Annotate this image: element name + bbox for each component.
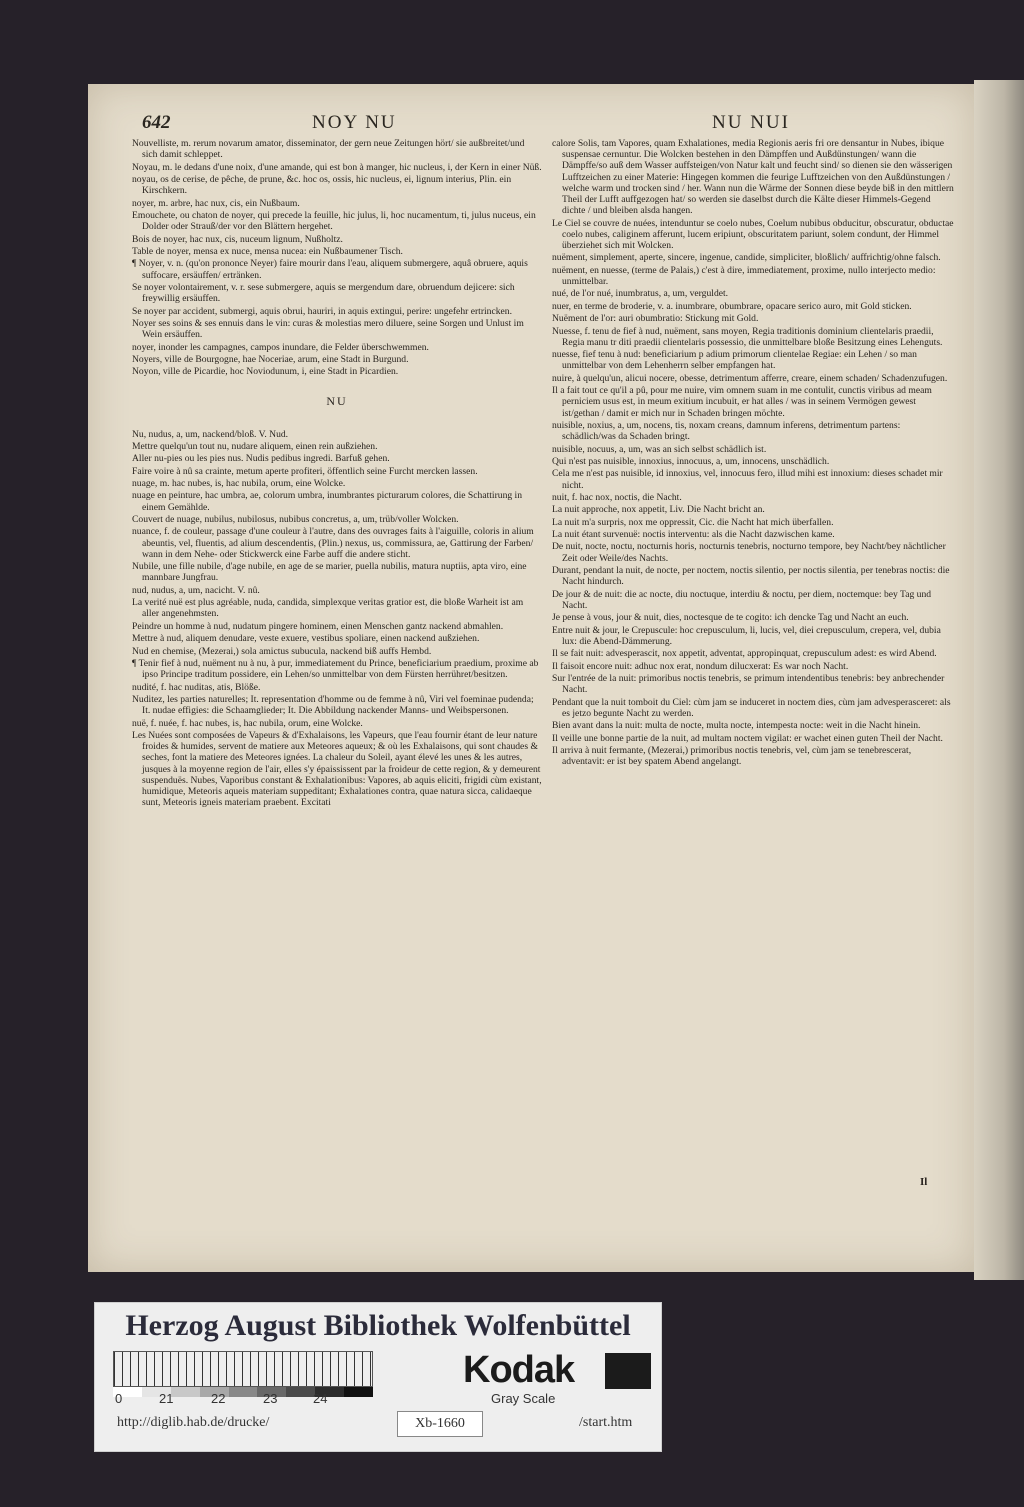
dictionary-entry: nuë, f. nuée, f. hac nubes, is, hac nubila, orum, eine Wolcke. — [132, 717, 363, 729]
dictionary-entry: nuesse, fief tenu à nud: beneficiarium p adium primorum clientelae Regiae: ein Lehen / so man unmittelbar von dem Lehenherrn selber empfangen hat. — [552, 349, 917, 372]
dictionary-entry: Je pense à vous, jour & nuit, dies, noctesque de te cogito: ich dencke Tag und Nacht an euch. — [552, 612, 909, 624]
dictionary-entry: Nuëment de l'or: auri obumbratio: Stickung mit Gold. — [552, 313, 759, 325]
dictionary-entry: Entre nuit & jour, le Crepuscule: hoc crepusculum, li, lucis, vel, diei crepusculum, crepera, vel, dubia lux: die Abend-Dämmerung. — [552, 624, 941, 647]
dictionary-entry: nuit, f. hac nox, noctis, die Nacht. — [552, 491, 682, 503]
dictionary-entry: Aller nu-pies ou les pies nus. Nudis pedibus ingredi. Barfuß gehen. — [132, 453, 390, 465]
gray-step — [229, 1387, 258, 1397]
dictionary-entry: Sur l'entrée de la nuit: primoribus noctis tenebris, se primum intendentibus tenebris: bey anbrechender Nacht. — [552, 673, 945, 696]
dictionary-entry: ¶ Noyer, v. n. (qu'on prononce Neyer) faire mourir dans l'eau, aliquem submergere, aquâ obruere, aquis suffocare, ersäuffen/ ertränken. — [132, 258, 528, 281]
dictionary-entry: Nuesse, f. tenu de fief à nud, nuëment, sans moyen, Regia traditionis dominium clientelaris praedii, Regia manu tr diti praedii clientelaris possessio, die unmittelbare bloße Besitzung eines Lehenguts. — [552, 325, 943, 348]
start-path: /start.htm — [579, 1415, 633, 1430]
page-number: 642 — [142, 112, 171, 133]
dictionary-entry: Se noyer par accident, submergi, aquis obrui, hauriri, in aquis extingui, perire: ungefehr ertrincken. — [132, 305, 512, 317]
scale-number: 23 — [263, 1391, 278, 1406]
library-card — [94, 1302, 662, 1452]
library-title: Herzog August Bibliothek Wolfenbüttel — [125, 1309, 631, 1342]
dictionary-entry: Les Nuées sont composées de Vapeurs & d'Exhalaisons, les Vapeurs, que l'eau fournir étant de leur nature froides & humides, servent de matiere aux Meteores aqueux; & où les Exhalaisons, qui sont chaudes & seches, font la matiere des Meteores ignées. La chaleur du Soleil, ayant élevé les unes & les autres, jusques à la moyenne region de l'air, elles s'y épaississent par la froideur de cette region, & y demeurent suspenduës. Nubes, Vaporibus constant & Exhalationibus: Vapores, ab aquis eliciti, frigidi cùm existant, humidique, Meteoris aqueis materiam suppeditant; Exhalationes contra, quae natura sicca, calidaeque sunt, Meteoris igneis materiam praebent. Excitati — [132, 729, 542, 809]
shelfmark: Xb-1660 — [397, 1411, 483, 1437]
gray-scale-steps — [113, 1387, 373, 1397]
dictionary-entry: Mettre à nud, aliquem denudare, veste exuere, vestibus spoliare, einen nackend außziehen. — [132, 633, 480, 645]
scale-number: 0 — [115, 1391, 123, 1406]
dictionary-entry: Il se fait nuit: advesperascit, nox appetit, adventat, appropinquat, crepusculum adest: es wird Abend. — [552, 648, 937, 660]
right-column — [552, 138, 954, 769]
gray-scale-label: Gray Scale — [491, 1391, 556, 1406]
kodak-logo: Kodak — [463, 1349, 575, 1391]
dictionary-entry: Il faisoit encore nuit: adhuc nox erat, nondum dilucxerat: Es war noch Nacht. — [552, 660, 849, 672]
dictionary-entry: Mettre quelqu'un tout nu, nudare aliquem, einen rein außziehen. — [132, 440, 378, 452]
scale-ruler — [113, 1351, 373, 1387]
dictionary-entry: Il veille une bonne partie de la nuit, ad multam noctem vigilat: er wachet einen guten Theil der Nacht. — [552, 732, 943, 744]
dictionary-entry: De nuit, nocte, noctu, nocturnis horis, nocturnis tenebris, nocturno tempore, bey Nacht/bey nächtlicher Zeit oder Weile/des Nachts. — [552, 541, 946, 564]
dictionary-entry: La verité nuë est plus agréable, nuda, candida, simplexque veritas gratior est, die bloße Warheit ist am aller angenehmsten. — [132, 597, 524, 620]
dictionary-entry: Peindre un homme à nud, nudatum pingere hominem, einen Menschen gantz nackend abmahlen. — [132, 620, 504, 632]
running-head-left: NOY NU — [312, 112, 397, 133]
dictionary-entry: Noyer ses soins & ses ennuis dans le vin: curas & molestias mero diluere, seine Sorgen und Unlust im Wein ersäuffen. — [132, 317, 524, 341]
dictionary-entry: nuage, m. hac nubes, is, hac nubila, orum, eine Wolcke. — [132, 478, 346, 490]
dictionary-entry: Le Ciel se couvre de nuées, intenduntur se coelo nubes, Coelum nubibus obducitur, obscuratur, obductae coelo nubes, caliginem afferunt, lucem eripiunt, obscuritatem pariunt, solem condunt, der Himmel überziehet sich mit Wolcken. — [552, 217, 954, 252]
dictionary-entry: Nouvelliste, m. rerum novarum amator, disseminator, der gern neue Zeitungen hört/ sie außbreitet/und sich damit schleppet. — [132, 138, 525, 161]
dictionary-entry: Durant, pendant la nuit, de nocte, per noctem, noctis silentio, per noctis silentia, per tenebras noctis: die Nacht hindurch. — [552, 565, 950, 588]
dictionary-entry: nuëment, simplement, aperte, sincere, ingenue, candide, simpliciter, bloßlich/ auffrichtig/ohne falsch. — [552, 252, 941, 264]
dictionary-entry: Noyon, ville de Picardie, hoc Noviodunum, i, eine Stadt in Picardien. — [132, 366, 399, 378]
dictionary-entry: Nuditez, les parties naturelles; It. representation d'homme ou de femme à nû, Viri vel foeminae pudenda; It. nudae effigies: die Schaamglieder; It. Die Abbildung nackender Manns- und Weibspersonen. — [132, 693, 534, 717]
dictionary-entry: Pendant que la nuit tomboit du Ciel: cùm jam se induceret in noctem dies, cùm jam advesperasceret: als es jetzo begunte Nacht zu werden. — [552, 696, 951, 719]
dictionary-entry: Couvert de nuage, nubilus, nubilosus, nubibus concretus, a, um, trüb/voller Wolcken. — [132, 514, 459, 526]
dictionary-entry: nuer, en terme de broderie, v. a. inumbrare, obumbrare, opacare serico auro, mit Gold sticken. — [552, 300, 912, 312]
dictionary-entry: Noyau, m. le dedans d'une noix, d'une amande, qui est bon à manger, hic nucleus, i, der Kern in einer Nüß. — [132, 161, 542, 173]
dictionary-entry: nud, nudus, a, um, nacicht. V. nû. — [132, 584, 260, 596]
dictionary-entry: Table de noyer, mensa ex nuce, mensa nucea: ein Nußbaumener Tisch. — [132, 245, 403, 257]
gray-step — [171, 1387, 200, 1397]
entry-list-noy — [132, 138, 542, 378]
scale-number: 24 — [313, 1391, 328, 1406]
dictionary-entry: Cela me n'est pas nuisible, id innoxius, vel, innocuus fero, illud mihi est innoxium: dieses schadet mir nicht. — [552, 468, 943, 491]
gray-step — [286, 1387, 315, 1397]
dictionary-entry: nudité, f. hac nuditas, atis, Blöße. — [132, 681, 261, 693]
dictionary-entry: Nu, nudus, a, um, nackend/bloß. V. Nud. — [132, 428, 289, 440]
black-patch — [605, 1353, 651, 1389]
dictionary-entry: noyer, m. arbre, hac nux, cis, ein Nußbaum. — [132, 197, 300, 209]
dictionary-entry: Se noyer volontairement, v. r. sese submergere, aquis se mergendum dare, obruendum dejicere: sich freywillig ersäuffen. — [132, 281, 515, 305]
dictionary-entry: Faire voire à nû sa crainte, metum aperte profiteri, öffentlich seine Furcht mercken lassen. — [132, 465, 478, 477]
left-column — [132, 138, 542, 810]
gray-step — [344, 1387, 373, 1397]
dictionary-entry: Emouchete, ou chaton de noyer, qui precede la feuille, hic julus, li, hoc nucamentum, ti, julus nuceus, ein Dolder oder Strauß/der vor den Blättern hergehet. — [132, 209, 536, 233]
dictionary-entry: Noyers, ville de Bourgogne, hae Noceriae, arum, eine Stadt in Burgund. — [132, 353, 409, 365]
dictionary-entry: Nud en chemise, (Mezerai,) sola amictus subucula, nackend biß auffs Hembd. — [132, 645, 432, 657]
dictionary-entry: Qui n'est pas nuisible, innoxius, innocuus, a, um, innocens, unschädlich. — [552, 455, 830, 467]
dictionary-entry: Bois de noyer, hac nux, cis, nuceum lignum, Nußholtz. — [132, 233, 343, 245]
scale-number: 21 — [159, 1391, 174, 1406]
dictionary-entry: La nuit étant survenuë: noctis interventu: als die Nacht dazwischen kame. — [552, 529, 835, 541]
running-head-right: NU NUI — [712, 112, 790, 133]
dictionary-entry: Bien avant dans la nuit: multa de nocte, multa nocte, intempesta nocte: weit in die Nacht hinein. — [552, 720, 921, 732]
dictionary-entry: nuance, f. de couleur, passage d'une couleur à l'autre, dans des ouvrages faits à l'aiguille, coloris in alium abeuntis, vel, fluentis, ad alium descendentis, (Plin.) nexus, us, commissura, ae, Gattirung der Farben/ wann in dem Nehe- oder Stickwerck eine Farbe auff die andere sticht. — [132, 526, 534, 560]
page-edge — [974, 80, 1024, 1280]
entry-list-right — [552, 138, 954, 767]
scale-number: 22 — [211, 1391, 226, 1406]
dictionary-entry: nuire, à quelqu'un, alicui nocere, obesse, detrimentum afferre, creare, einem schaden/ Schadenzufugen. — [552, 372, 948, 384]
source-url: http://diglib.hab.de/drucke/ — [117, 1415, 270, 1430]
dictionary-entry: nuisible, noxius, a, um, nocens, tis, noxam creans, damnum inferens, detrimentum partens: schädlich/was da Schaden bringt. — [552, 419, 901, 443]
dictionary-entry: nué, de l'or nué, inumbratus, a, um, verguldet. — [552, 288, 729, 300]
entry-list-nu — [132, 429, 542, 809]
dictionary-entry: La nuit m'a surpris, nox me oppressit, Cic. die Nacht hat mich überfallen. — [552, 516, 834, 528]
dictionary-entry: noyer, inonder les campagnes, campos inundare, die Felder überschwemmen. — [132, 341, 429, 353]
section-heading: NU — [326, 393, 348, 408]
dictionary-entry: nuisible, nocuus, a, um, was an sich selbst schädlich ist. — [552, 443, 767, 455]
dictionary-entry: nuage en peinture, hac umbra, ae, colorum umbra, inumbrantes picturarum colores, die Schattirung in einem Gemählde. — [132, 490, 523, 513]
dictionary-entry: La nuit approche, nox appetit, Liv. Die Nacht bricht an. — [552, 504, 765, 516]
dictionary-entry: Nubile, une fille nubile, d'age nubile, en age de se marier, puella nubilis, matura nuptiis, apta viro, eine mannbare Jungfrau. — [132, 561, 527, 584]
dictionary-entry: Il arriva à nuit fermante, (Mezerai,) primoribus noctis tenebris, vel, cùm jam se tenebrescerat, adventavit: er ist bey spatem Abend angelangt. — [552, 744, 912, 768]
dictionary-entry: De jour & de nuit: die ac nocte, diu noctuque, interdiu & noctu, per diem, noctemque: bey Tag und Nacht. — [552, 588, 932, 611]
dictionary-entry: calore Solis, tam Vapores, quam Exhalationes, media Regionis aeris fri ore densantur in Nubes, ibique suspensae cernuntur. Die Wolcken bestehen in den Dämpffen und Außdünstungen/ wann die Dämpffe/so auß dem Wasser auffsteigen/von Natur kalt und feucht sind/ so dienen sie den wässerigen Lufftzeichen zu einer Materie: Hingegen kommen die feurige Lufftzeichen von den Außdünstungen / welche warm und trocken sind / her. Wann nun die Wärme der Sonnen diese beyde biß in den mittlern Theil der Lufft auffgezogen hat/ so werden sie daselbst durch die Kälte dieser Himmels-Gegend dichte / und bleiben alsda hangen. — [552, 138, 954, 217]
dictionary-entry: noyau, os de cerise, de pêche, de prune, &c. hoc os, ossis, hic nucleus, ei, lignum interius, Plin. ein Kirschkern. — [132, 173, 512, 197]
dictionary-entry: nuëment, en nuesse, (terme de Palais,) c'est à dire, immediatement, proxime, nullo interjecto medio: unmittelbar. — [552, 264, 936, 287]
dictionary-entry: Il a fait tout ce qu'il a pû, pour me nuire, vim omnem suam in me contulit, cunctis viribus ad meam perniciem usus est, in meum exitium incubuit, er hat alles / was in seinem Vermögen gewest ist/gethan / damit er mich nur in Schaden bringen möchte. — [552, 385, 932, 419]
catchword: Il — [920, 1176, 928, 1188]
dictionary-entry: ¶ Tenir fief à nud, nuëment nu à nu, à pur, immediatement du Prince, beneficiarium praedium, proxime ab ipso Principe traditum possidere, ein Lehen/so unmittelbar von dem Fürsten herrühret/besitzen. — [132, 657, 539, 681]
